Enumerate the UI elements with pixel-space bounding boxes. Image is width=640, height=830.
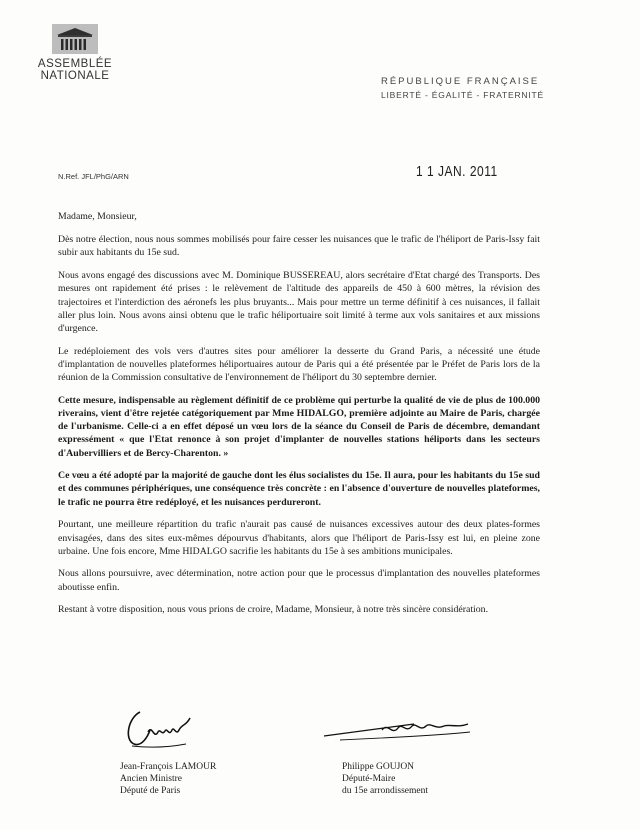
reference-number: N.Ref. JFL/PhG/ARN <box>58 172 129 181</box>
signatory-role: Député de Paris <box>120 786 181 796</box>
republic-title: RÉPUBLIQUE FRANÇAISE <box>380 76 540 87</box>
signatory-goujon <box>342 761 428 797</box>
letter-body <box>58 210 540 626</box>
signature-lamour <box>120 706 210 752</box>
paragraph-4: Cette mesure, indispensable au règlement définitif de ce problème qui perturbe la qualité de vie de plus de 100.000 riverains, vient d'être rejetée catégoriquement par Mme HIDALGO, première adjointe au Maire de Paris, chargée de l'urbanisme. Celle-ci a en effet déposé un vœu lors de la séance du Conseil de Paris de décembre, demandant expressément « que l'Etat renonce à son projet d'implanter de nouvelles stations héliports dans les secteurs d'Aubervilliers et de Bercy-Charenton. » <box>58 394 540 459</box>
paragraph-5: Ce vœu a été adopté par la majorité de gauche dont les élus socialistes du 15e. Il aura, pour les habitants du 15e sud et des communes périphériques, une conséquence très concrète : en l'absence d'ouverture de nouvelles plateformes, le trafic ne pourra être redéployé, et les nuisances perdureront. <box>58 470 540 508</box>
logo-line-1: ASSEMBLÉE <box>37 58 113 70</box>
signature-goujon <box>322 712 472 746</box>
signatory-name: Jean-François LAMOUR <box>120 762 217 772</box>
signatory-title: Député-Maire <box>342 774 396 784</box>
republic-motto: LIBERTÉ - ÉGALITÉ - FRATERNITÉ <box>380 90 544 100</box>
paragraph-1: Dès notre élection, nous nous sommes mobilisés pour faire cesser les nuisances que le trafic de l'héliport de Paris-Issy fait subir aux habitants du 15e sud. <box>58 234 540 259</box>
paragraph-6: Pourtant, une meilleure répartition du trafic n'aurait pas causé de nuisances excessives autour des deux plates-formes envisagées, dans des sites eux-mêmes dépourvus d'habitants, alors que l'héliport de Paris-Issy est lui, en pleine zone urbaine. Une fois encore, Mme HIDALGO sacrifie les habitants du 15e à ses ambitions municipales. <box>58 519 540 557</box>
hemicycle-icon <box>52 24 98 54</box>
salutation: Madame, Monsieur, <box>58 211 137 222</box>
paragraph-2: Nous avons engagé des discussions avec M. Dominique BUSSEREAU, alors secrétaire d'Etat chargé des Transports. Des mesures ont rapidement été prises : le relèvement de l'altitude des appareils de 450 à 600 mètres, la révision des trajectoires et l'interdiction des aéronefs les plus bruyants... Mais pour mettre un terme définitif à ces nuisances, il fallait aller plus loin. Nous avons ainsi obtenu que le trafic héliportuaire soit limité à terme aux vols sanitaires et aux missions d'urgence. <box>58 270 540 334</box>
signatory-lamour <box>120 761 216 797</box>
paragraph-3: Le redéploiement des vols vers d'autres sites pour améliorer la desserte du Grand Paris, a nécessité une étude d'implantation de nouvelles plateformes héliportuaires autour de Paris qui a été présentée par le Préfet de Paris lors de la réunion de la Commission consultative de l'environnement de l'héliport du 30 septembre dernier. <box>58 345 540 384</box>
republic-header <box>381 76 544 100</box>
signatory-name: Philippe GOUJON <box>342 762 415 772</box>
letter-date: 1 1 JAN. 2011 <box>416 162 498 180</box>
logo-line-2: NATIONALE <box>40 70 110 82</box>
signatory-title: Ancien Ministre <box>120 774 183 784</box>
signatory-role: du 15e arrondissement <box>342 786 429 796</box>
paragraph-8: Restant à votre disposition, nous vous prions de croire, Madame, Monsieur, à notre très sincère considération. <box>58 604 489 616</box>
paragraph-7: Nous allons poursuivre, avec détermination, notre action pour que le processus d'implantation des nouvelles plateformes aboutisse enfin. <box>58 568 540 593</box>
assemblee-nationale-logo <box>36 24 114 82</box>
